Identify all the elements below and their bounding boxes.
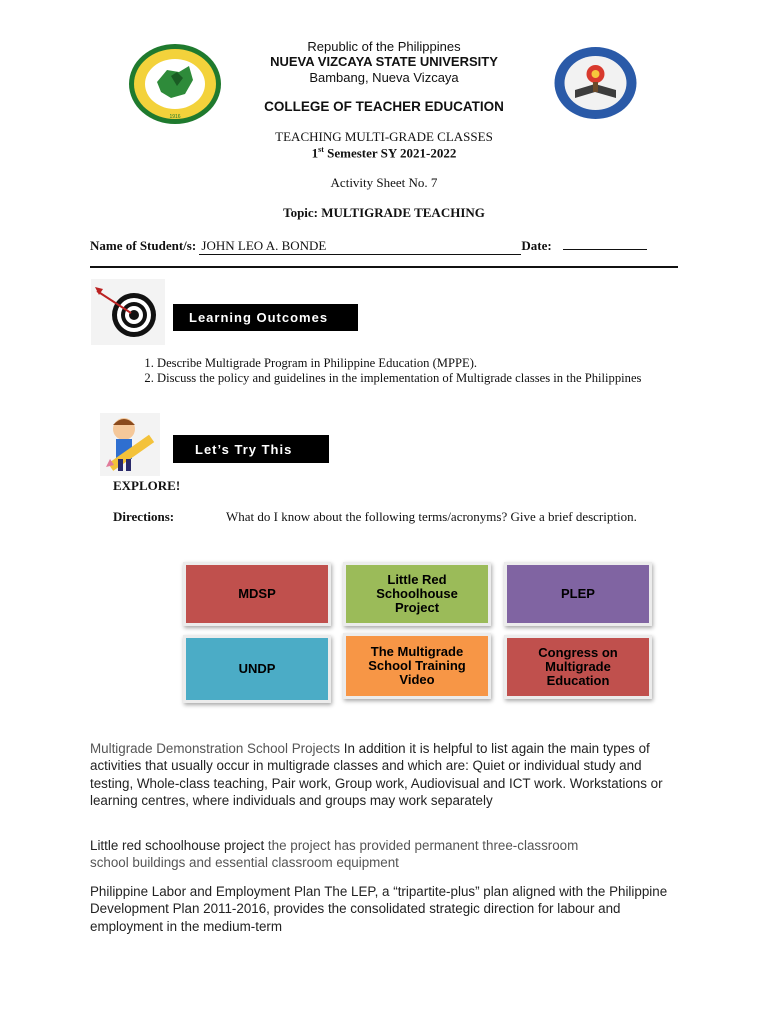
answer-text: The LEP, a “tripartite-plus” plan aligned with the Philippine Development Plan 2011-2016, provides the consolidated strategic direction for labour and employment in the medium-term — [90, 884, 668, 934]
target-icon — [91, 279, 165, 345]
list-item: 2. Discuss the policy and guidelines in the implementation of Multigrade classes in the Philippines — [157, 371, 702, 386]
term-label: Little Red Schoolhouse Project — [376, 572, 458, 615]
date-label: Date: — [521, 238, 552, 253]
college-name: COLLEGE OF TEACHER EDUCATION — [264, 99, 504, 114]
svg-text:1916: 1916 — [169, 114, 181, 120]
answer-mdsp — [90, 740, 680, 809]
university-name: NUEVA VIZCAYA STATE UNIVERSITY — [270, 54, 498, 69]
term-label: The Multigrade School Training Video — [368, 644, 466, 687]
date-field[interactable] — [563, 235, 647, 250]
directions-label: Directions: — [113, 509, 175, 524]
answer-term: Multigrade Demonstration School Projects — [90, 741, 341, 756]
term-box-training-video — [343, 633, 491, 699]
term-label: MDSP — [238, 586, 276, 601]
directions-text: What do I know about the following terms/acronyms? Give a brief description. — [226, 509, 637, 524]
explore-heading: EXPLORE! — [113, 478, 181, 493]
term-box-mdsp — [183, 562, 331, 626]
list-item: 1. Describe Multigrade Program in Philippine Education (MPPE). — [157, 356, 702, 371]
term-box-congress — [504, 635, 652, 699]
learning-outcomes-banner: Learning Outcomes — [173, 304, 358, 331]
student-line — [90, 235, 647, 255]
term-box-little-red-schoolhouse — [343, 562, 491, 626]
term-label: Congress on Multigrade Education — [538, 645, 618, 688]
semester-text: Semester SY 2021-2022 — [323, 145, 457, 161]
answer-little-red-schoolhouse — [90, 837, 590, 872]
semester-suffix: st — [318, 145, 324, 154]
student-name-field[interactable] — [199, 238, 521, 255]
country-line: Republic of the Philippines — [307, 39, 461, 54]
activity-number: Activity Sheet No. 7 — [330, 175, 438, 190]
student-pencil-icon — [100, 413, 160, 476]
answer-term: Philippine Labor and Employment Plan — [90, 884, 321, 899]
semester-number: 1 — [311, 145, 319, 161]
answer-text: the project has provided permanent three-classroom school buildings and essential classroom equipment — [90, 838, 579, 871]
student-name: JOHN LEO A. BONDE — [201, 238, 327, 253]
topic: Topic: MULTIGRADE TEACHING — [283, 205, 485, 220]
university-location: Bambang, Nueva Vizcaya — [309, 70, 459, 85]
term-box-undp — [183, 635, 331, 703]
term-box-plep — [504, 562, 652, 626]
lets-try-this-banner: Let’s Try This — [173, 435, 329, 463]
course-title: TEACHING MULTI-GRADE CLASSES — [275, 129, 493, 144]
semester-line — [0, 145, 768, 161]
answer-text: In addition it is helpful to list again the main types of activities that usually occur in multigrade classes and which are: Quiet or individual study and testing, Whole-class teaching, Pair work, Group work, Audiovisual and ICT work. Workstations or learning centres, where individuals and groups may work separately — [90, 741, 663, 808]
header-divider — [90, 266, 678, 268]
name-label: Name of Student/s: — [90, 238, 197, 253]
answer-plep — [90, 883, 680, 935]
term-label: PLEP — [561, 586, 595, 601]
outcomes-list — [137, 356, 702, 385]
term-label: UNDP — [238, 661, 276, 676]
answer-term: Little red schoolhouse project — [90, 838, 265, 853]
